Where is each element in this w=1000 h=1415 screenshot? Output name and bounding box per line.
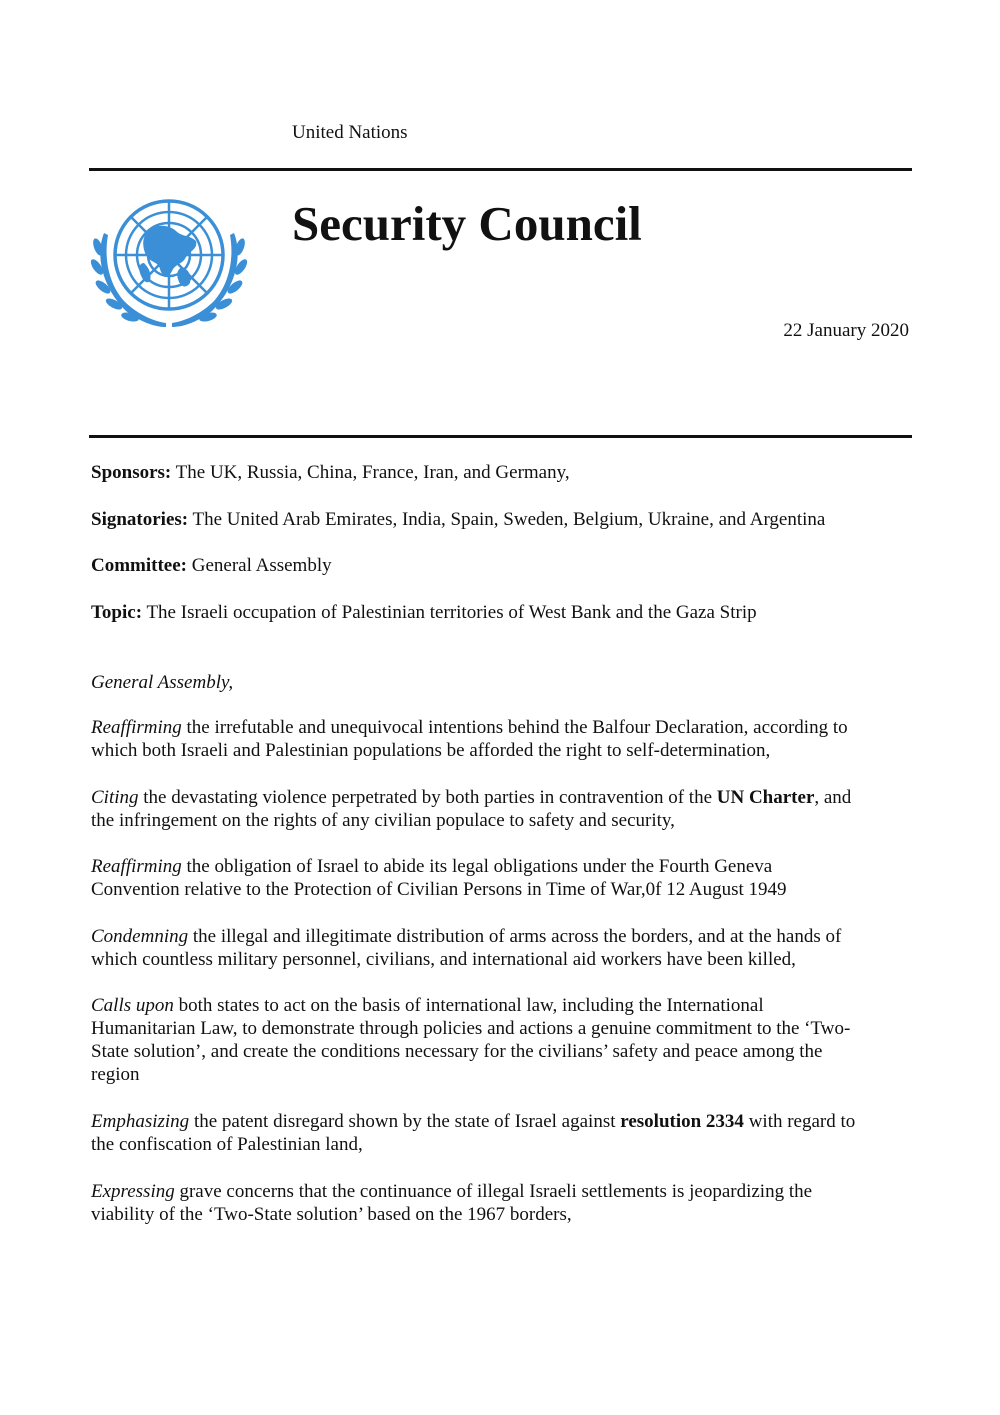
- clause-operative-phrase: Citing: [91, 787, 139, 808]
- clause-operative-phrase: Reaffirming: [91, 856, 182, 877]
- sponsors-label: Sponsors:: [91, 462, 172, 483]
- clause-operative-phrase: Calls upon: [91, 995, 174, 1016]
- clause-line: [91, 925, 906, 948]
- clause-text: the confiscation of Palestinian land,: [91, 1134, 363, 1155]
- clause-operative-phrase: Condemning: [91, 926, 189, 947]
- signatories-line: [91, 508, 825, 532]
- org-name: United Nations: [292, 122, 408, 143]
- clause-line: [91, 1017, 906, 1040]
- clause-4: [91, 925, 906, 971]
- opening-phrase: General Assembly,: [91, 672, 234, 693]
- clause-text: viability of the ‘Two-State solution’ based on the 1967 borders,: [91, 1204, 572, 1225]
- clause-3: [91, 855, 906, 901]
- clause-text: Humanitarian Law, to demonstrate through policies and actions a genuine commitment to the ‘Two-: [91, 1018, 851, 1039]
- signatories-value: The United Arab Emirates, India, Spain, Sweden, Belgium, Ukraine, and Argentina: [188, 509, 826, 530]
- clause-text: , and: [814, 787, 852, 808]
- clause-2: [91, 786, 906, 832]
- clause-text: region: [91, 1064, 140, 1085]
- signatories-label: Signatories:: [91, 509, 189, 530]
- clause-line: [91, 878, 906, 901]
- clause-line: [91, 739, 906, 762]
- clause-line: [91, 1040, 906, 1063]
- topic-line: [91, 601, 757, 625]
- clause-text: the infringement on the rights of any civilian populace to safety and security,: [91, 810, 675, 831]
- clause-line: [91, 1203, 906, 1226]
- clause-text: the irrefutable and unequivocal intentions behind the Balfour Declaration, according to: [181, 717, 848, 738]
- document-date: 22 January 2020: [783, 320, 909, 341]
- committee-line: [91, 554, 332, 578]
- clause-line: [91, 1110, 906, 1133]
- clause-line: [91, 1063, 906, 1086]
- clause-line: [91, 1180, 906, 1203]
- clause-text: both states to act on the basis of international law, including the International: [173, 995, 764, 1016]
- clause-emphasis: resolution 2334: [620, 1111, 744, 1132]
- sponsors-value: The UK, Russia, China, France, Iran, and Germany,: [171, 462, 570, 483]
- clause-5: [91, 994, 906, 1086]
- clause-line: [91, 855, 906, 878]
- topic-value: The Israeli occupation of Palestinian territories of West Bank and the Gaza Strip: [142, 602, 757, 623]
- clause-text: which both Israeli and Palestinian populations be afforded the right to self-determination,: [91, 740, 771, 761]
- clause-line: [91, 994, 906, 1017]
- clause-emphasis: UN Charter: [716, 787, 815, 808]
- clause-text: grave concerns that the continuance of illegal Israeli settlements is jeopardizing the: [174, 1181, 813, 1202]
- committee-label: Committee:: [91, 555, 188, 576]
- clause-text: which countless military personnel, civilians, and international aid workers have been killed,: [91, 949, 796, 970]
- committee-value: General Assembly: [187, 555, 332, 576]
- clause-text: the patent disregard shown by the state of Israel against: [189, 1111, 621, 1132]
- clause-text: the illegal and illegitimate distribution of arms across the borders, and at the hands of: [188, 926, 842, 947]
- council-title: Security Council: [292, 196, 642, 251]
- clause-line: [91, 1133, 906, 1156]
- clause-text: with regard to: [743, 1111, 856, 1132]
- header-top-rule: [89, 168, 912, 171]
- clause-line: [91, 716, 906, 739]
- un-emblem-icon: [86, 193, 252, 333]
- clause-operative-phrase: Reaffirming: [91, 717, 182, 738]
- clause-operative-phrase: Expressing: [91, 1181, 175, 1202]
- clause-6: [91, 1110, 906, 1156]
- clause-text: the devastating violence perpetrated by both parties in contravention of the: [138, 787, 717, 808]
- clause-operative-phrase: Emphasizing: [91, 1111, 190, 1132]
- clause-text: State solution’, and create the conditions necessary for the civilians’ safety and peace among the: [91, 1041, 823, 1062]
- clause-line: [91, 948, 906, 971]
- clause-1: [91, 716, 906, 762]
- header-bottom-rule: [89, 435, 912, 438]
- clause-line: [91, 809, 906, 832]
- clause-text: the obligation of Israel to abide its legal obligations under the Fourth Geneva: [181, 856, 773, 877]
- topic-label: Topic:: [91, 602, 143, 623]
- sponsors-line: [91, 461, 570, 485]
- clause-7: [91, 1180, 906, 1226]
- clause-line: [91, 786, 906, 809]
- clause-text: Convention relative to the Protection of Civilian Persons in Time of War,0f 12 August 1949: [91, 879, 787, 900]
